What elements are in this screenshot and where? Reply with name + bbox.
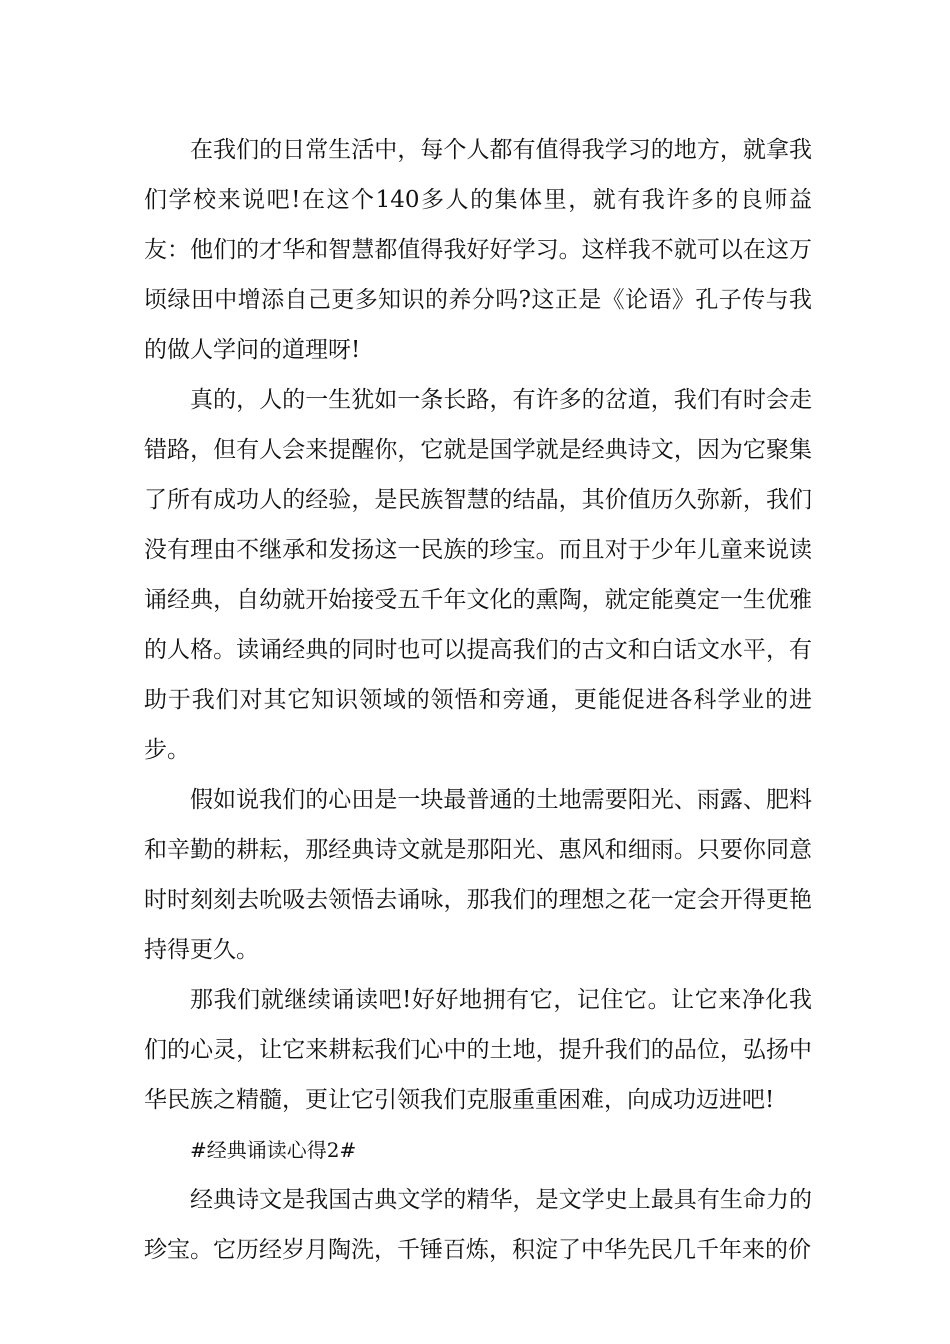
paragraph-1: 在我们的日常生活中，每个人都有值得我学习的地方，就拿我们学校来说吧!在这个140多人的集体里，就有我许多的良师益友：他们的才华和智慧都值得我好好学习。这样我不就可以在这万顷绿田中增添自己更多知识的养分吗?这正是《论语》孔子传与我的做人学问的道理呀! bbox=[144, 137, 812, 363]
section-heading: #经典诵读心得2# bbox=[190, 1138, 357, 1162]
paragraph-3: 假如说我们的心田是一块最普通的土地需要阳光、雨露、肥料和辛勤的耕耘，那经典诗文就是那阳光、惠风和细雨。只要你同意时时刻刻去吮吸去领悟去诵咏，那我们的理想之花一定会开得更艳持得更久。 bbox=[144, 787, 812, 963]
paragraph-5: 经典诗文是我国古典文学的精华，是文学史上最具有生命力的珍宝。它历经岁月陶洗，千锤百炼，积淀了中华先民几千年来的价 bbox=[144, 1187, 812, 1263]
document-page bbox=[144, 125, 812, 1275]
paragraph-2: 真的，人的一生犹如一条长路，有许多的岔道，我们有时会走错路，但有人会来提醒你，它就是国学就是经典诗文，因为它聚集了所有成功人的经验，是民族智慧的结晶，其价值历久弥新，我们没有理由不继承和发扬这一民族的珍宝。而且对于少年儿童来说读诵经典，自幼就开始接受五千年文化的熏陶，就定能奠定一生优雅的人格。读诵经典的同时也可以提高我们的古文和白话文水平，有助于我们对其它知识领域的领悟和旁通，更能促进各科学业的进步。 bbox=[144, 387, 812, 763]
paragraph-4: 那我们就继续诵读吧!好好地拥有它，记住它。让它来净化我们的心灵，让它来耕耘我们心中的土地，提升我们的品位，弘扬中华民族之精髓，更让它引领我们克服重重困难，向成功迈进吧! bbox=[144, 987, 812, 1113]
